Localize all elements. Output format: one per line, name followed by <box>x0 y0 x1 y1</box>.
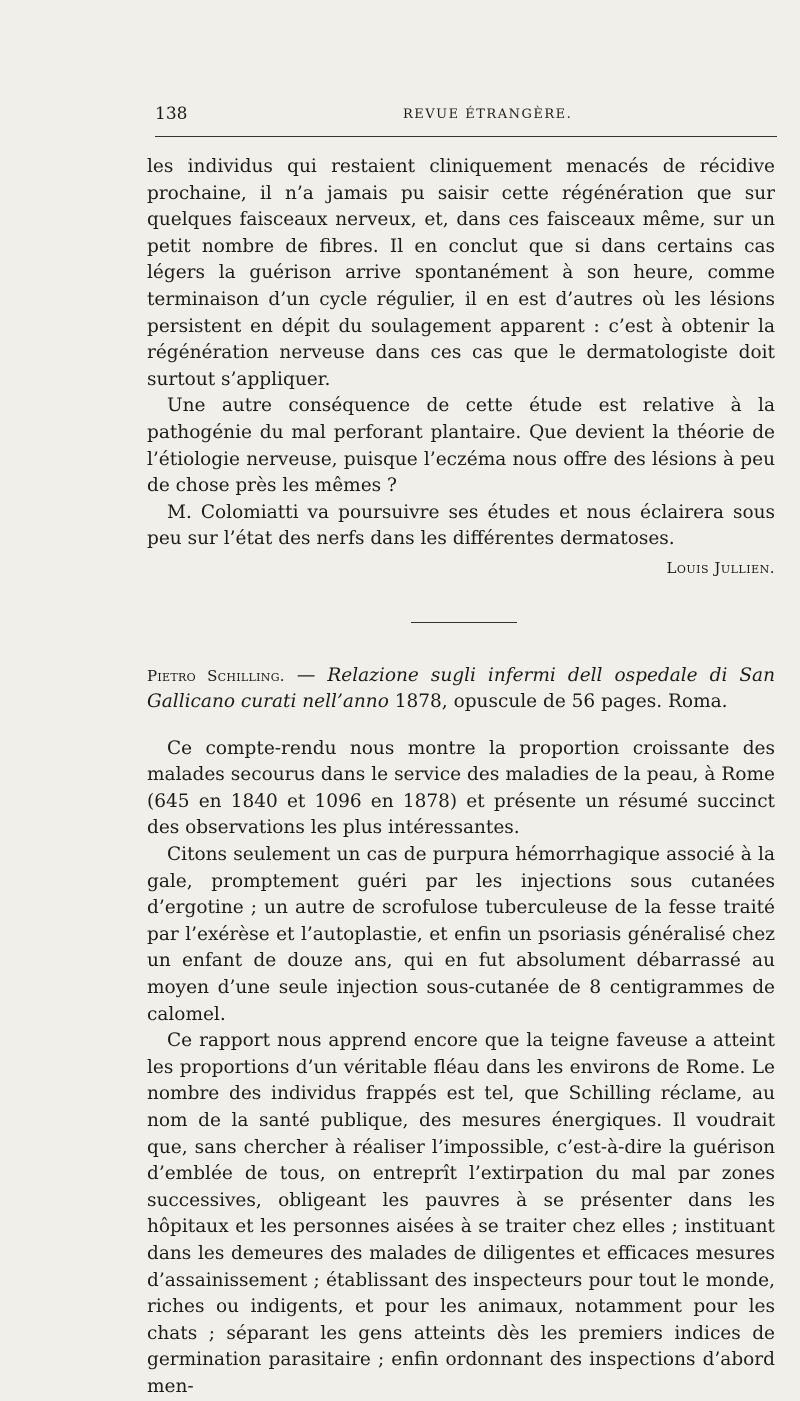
reference-dash: — <box>284 664 328 686</box>
paragraph: les individus qui restaient cliniquement menacés de récidive prochaine, il n’a jamais pu saisir cette régénération que sur quelques faisceaux nerveux, et, dans ces faisceaux même, sur un petit nombre de fibres. Il en conclut que si dans certains cas légers la guérison arrive spontanément à son heure, comme terminaison d’un cycle régulier, il en est d’autres où les lésions persistent en dépit du soulagement apparent : c’est à obtenir la régénération nerveuse dans ces cas que le dermatologiste doit surtout s’appliquer. <box>147 156 775 390</box>
author-signature: Louis Jullien. <box>666 558 775 577</box>
header-rule <box>155 136 777 137</box>
reference-year: 1878, <box>388 691 454 713</box>
paragraph: Une autre conséquence de cette étude est relative à la pathogénie du mal perforant plantaire. Que devient la théorie de l’étiologie nerveuse, puisque l’eczéma nous offre des lésions à peu de chose près les mêmes ? <box>147 395 775 497</box>
bibliographic-reference <box>147 663 775 716</box>
running-head: REVUE ÉTRANGÈRE. <box>403 107 573 122</box>
body-text <box>147 154 775 1401</box>
paragraph: Ce rapport nous apprend encore que la teigne faveuse a atteint les proportions d’un véritable fléau dans les environs de Rome. Le nombre des individus frappés est tel, que Schilling réclame, au nom de la santé publique, des mesures énergiques. Il voudrait que, sans chercher à réaliser l’impossible, c’est-à-dire la guérison d’emblée de tous, on entreprît l’extirpation du mal par zones successives, obligeant les pauvres à se présenter dans les hôpitaux et les personnes aisées à se traiter chez elles ; instituant dans les demeures des malades de diligentes et efficaces mesures d’assainissement ; établissant des inspecteurs pour tout le monde, riches ou indigents, et pour les animaux, notamment pour les chats ; séparant les gens atteints dès les premiers indices de germination parasitaire ; enfin ordonnant des inspections d’abord men- <box>147 1030 775 1397</box>
reference-details: opuscule de 56 pages. Roma. <box>453 691 728 713</box>
paragraph <box>147 500 775 577</box>
paragraph-text: M. Colomiatti va poursuivre ses études et nous éclairera sous peu sur l’état des nerfs dans les différentes dermatoses. <box>147 501 775 550</box>
reference-title: Relazione sugli infermi dell ospedale di San Gallicano curati nell’anno <box>147 664 775 713</box>
page-number: 138 <box>155 104 188 124</box>
page-header <box>155 104 775 128</box>
paragraph: Ce compte-rendu nous montre la proportion croissante des malades secourus dans le service des maladies de la peau, à Rome (645 en 1840 et 1096 en 1878) et présente un résumé succinct des observations les plus intéressantes. <box>147 737 775 839</box>
paragraph: Citons seulement un cas de purpura hémorrhagique associé à la gale, promptement guéri par les injections sous cutanées d’ergotine ; un autre de scrofulose tuberculeuse de la fesse traité par l’exérèse et l’autoplastie, et enfin un psoriasis généralisé chez un enfant de douze ans, qui en fut absolument débarrassé au moyen d’une seule injection sous-cutanée de 8 centigrammes de calomel. <box>147 844 775 1025</box>
section-divider <box>411 622 517 623</box>
reference-author: Pietro Schilling. <box>147 666 285 685</box>
